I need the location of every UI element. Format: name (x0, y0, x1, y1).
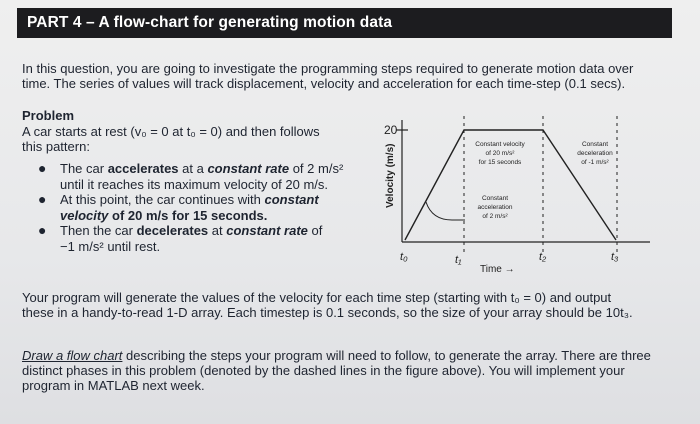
bullet-bold: constant (264, 192, 319, 207)
bullet-dot: ● (38, 222, 47, 238)
t2-label: t₂ (539, 251, 547, 263)
bullet-bold: accelerates (107, 161, 179, 176)
label-line: acceleration (477, 204, 513, 211)
x-axis-label: Time → (480, 264, 515, 275)
bullet-text: Then the car (60, 223, 137, 238)
task-line-3: program in MATLAB next week. (22, 378, 205, 393)
bullet-constant (38, 192, 343, 223)
label-line: Constant velocity (475, 141, 525, 148)
outro-line-2: these in a handy-to-read 1-D array. Each timestep is 0.1 seconds, so the size of your array should be 10t₃. (22, 305, 633, 320)
problem-line-1: A car starts at rest (v₀ = 0 at t₀ = 0) and then follows (22, 124, 320, 139)
bullet-dot: ● (38, 160, 47, 176)
header-title: PART 4 – A flow-chart for generating motion data (27, 14, 393, 31)
bullet-text: of (307, 223, 323, 238)
bullet-text: at a (178, 161, 208, 176)
problem-paragraph (22, 124, 320, 154)
problem-line-2: this pattern: (22, 139, 90, 154)
y-axis-label: Velocity (m/s) (385, 143, 396, 208)
bullet-line-2: until it reaches its maximum velocity of 20 m/s. (60, 176, 329, 192)
label-constant-deceleration (577, 141, 613, 166)
label-constant-acceleration (477, 195, 512, 220)
task-paragraph (22, 348, 651, 393)
bullet-text: of 2 m/s² (289, 161, 344, 176)
bullet-line-2: −1 m/s² until rest. (60, 238, 161, 254)
bullet-accelerate (38, 161, 343, 192)
page-header (17, 8, 672, 38)
t3-label: t₃ (611, 251, 619, 263)
velocity-time-figure (360, 112, 680, 284)
bullet-bold: constant rate (207, 161, 290, 176)
problem-bullets (38, 161, 343, 254)
flow-chart-link[interactable]: Draw a flow chart (22, 348, 123, 363)
label-line: Constant (581, 141, 609, 148)
outro-paragraph (22, 290, 633, 320)
label-line: of 20 m/s² (485, 150, 515, 157)
intro-line-1: In this question, you are going to investigate the programming steps required to generate motion data over (22, 61, 634, 76)
label-line: deceleration (577, 150, 613, 157)
bullet-dot: ● (38, 191, 47, 207)
task-line-1: describing the steps your program will need to follow, to generate the array. There are three (122, 348, 651, 363)
bullet-bold: decelerates (136, 223, 209, 238)
t1-label: t₁ (455, 254, 462, 266)
bullet-text: at (208, 223, 227, 238)
label-constant-velocity (475, 141, 525, 166)
outro-line-1: Your program will generate the values of the velocity for each time step (starting with t₀ = 0) and output (22, 290, 612, 305)
acceleration-arc (426, 202, 465, 220)
task-line-2: distinct phases in this problem (denoted by the dashed lines in the figure above). You will implement your (22, 363, 625, 378)
bullet-text: At this point, the car continues with (60, 192, 265, 207)
y-tick-label: 20 (384, 123, 398, 137)
bullet-text: of 20 m/s for 15 seconds. (108, 207, 268, 223)
label-line: of 2 m/s² (482, 213, 508, 220)
bullet-bold: constant rate (226, 223, 308, 238)
intro-paragraph (22, 61, 633, 91)
label-line: of -1 m/s² (581, 159, 609, 166)
bullet-text: The car (60, 161, 108, 176)
label-line: Constant (481, 195, 509, 202)
t0-label: t₀ (400, 251, 408, 263)
problem-heading: Problem (22, 108, 75, 123)
bullet-bold: velocity (60, 207, 109, 223)
bullet-decelerate (38, 223, 343, 254)
label-line: for 15 seconds (478, 159, 522, 166)
intro-line-2: time. The series of values will track displacement, velocity and acceleration for each time-step (0.1 secs). (22, 76, 626, 91)
